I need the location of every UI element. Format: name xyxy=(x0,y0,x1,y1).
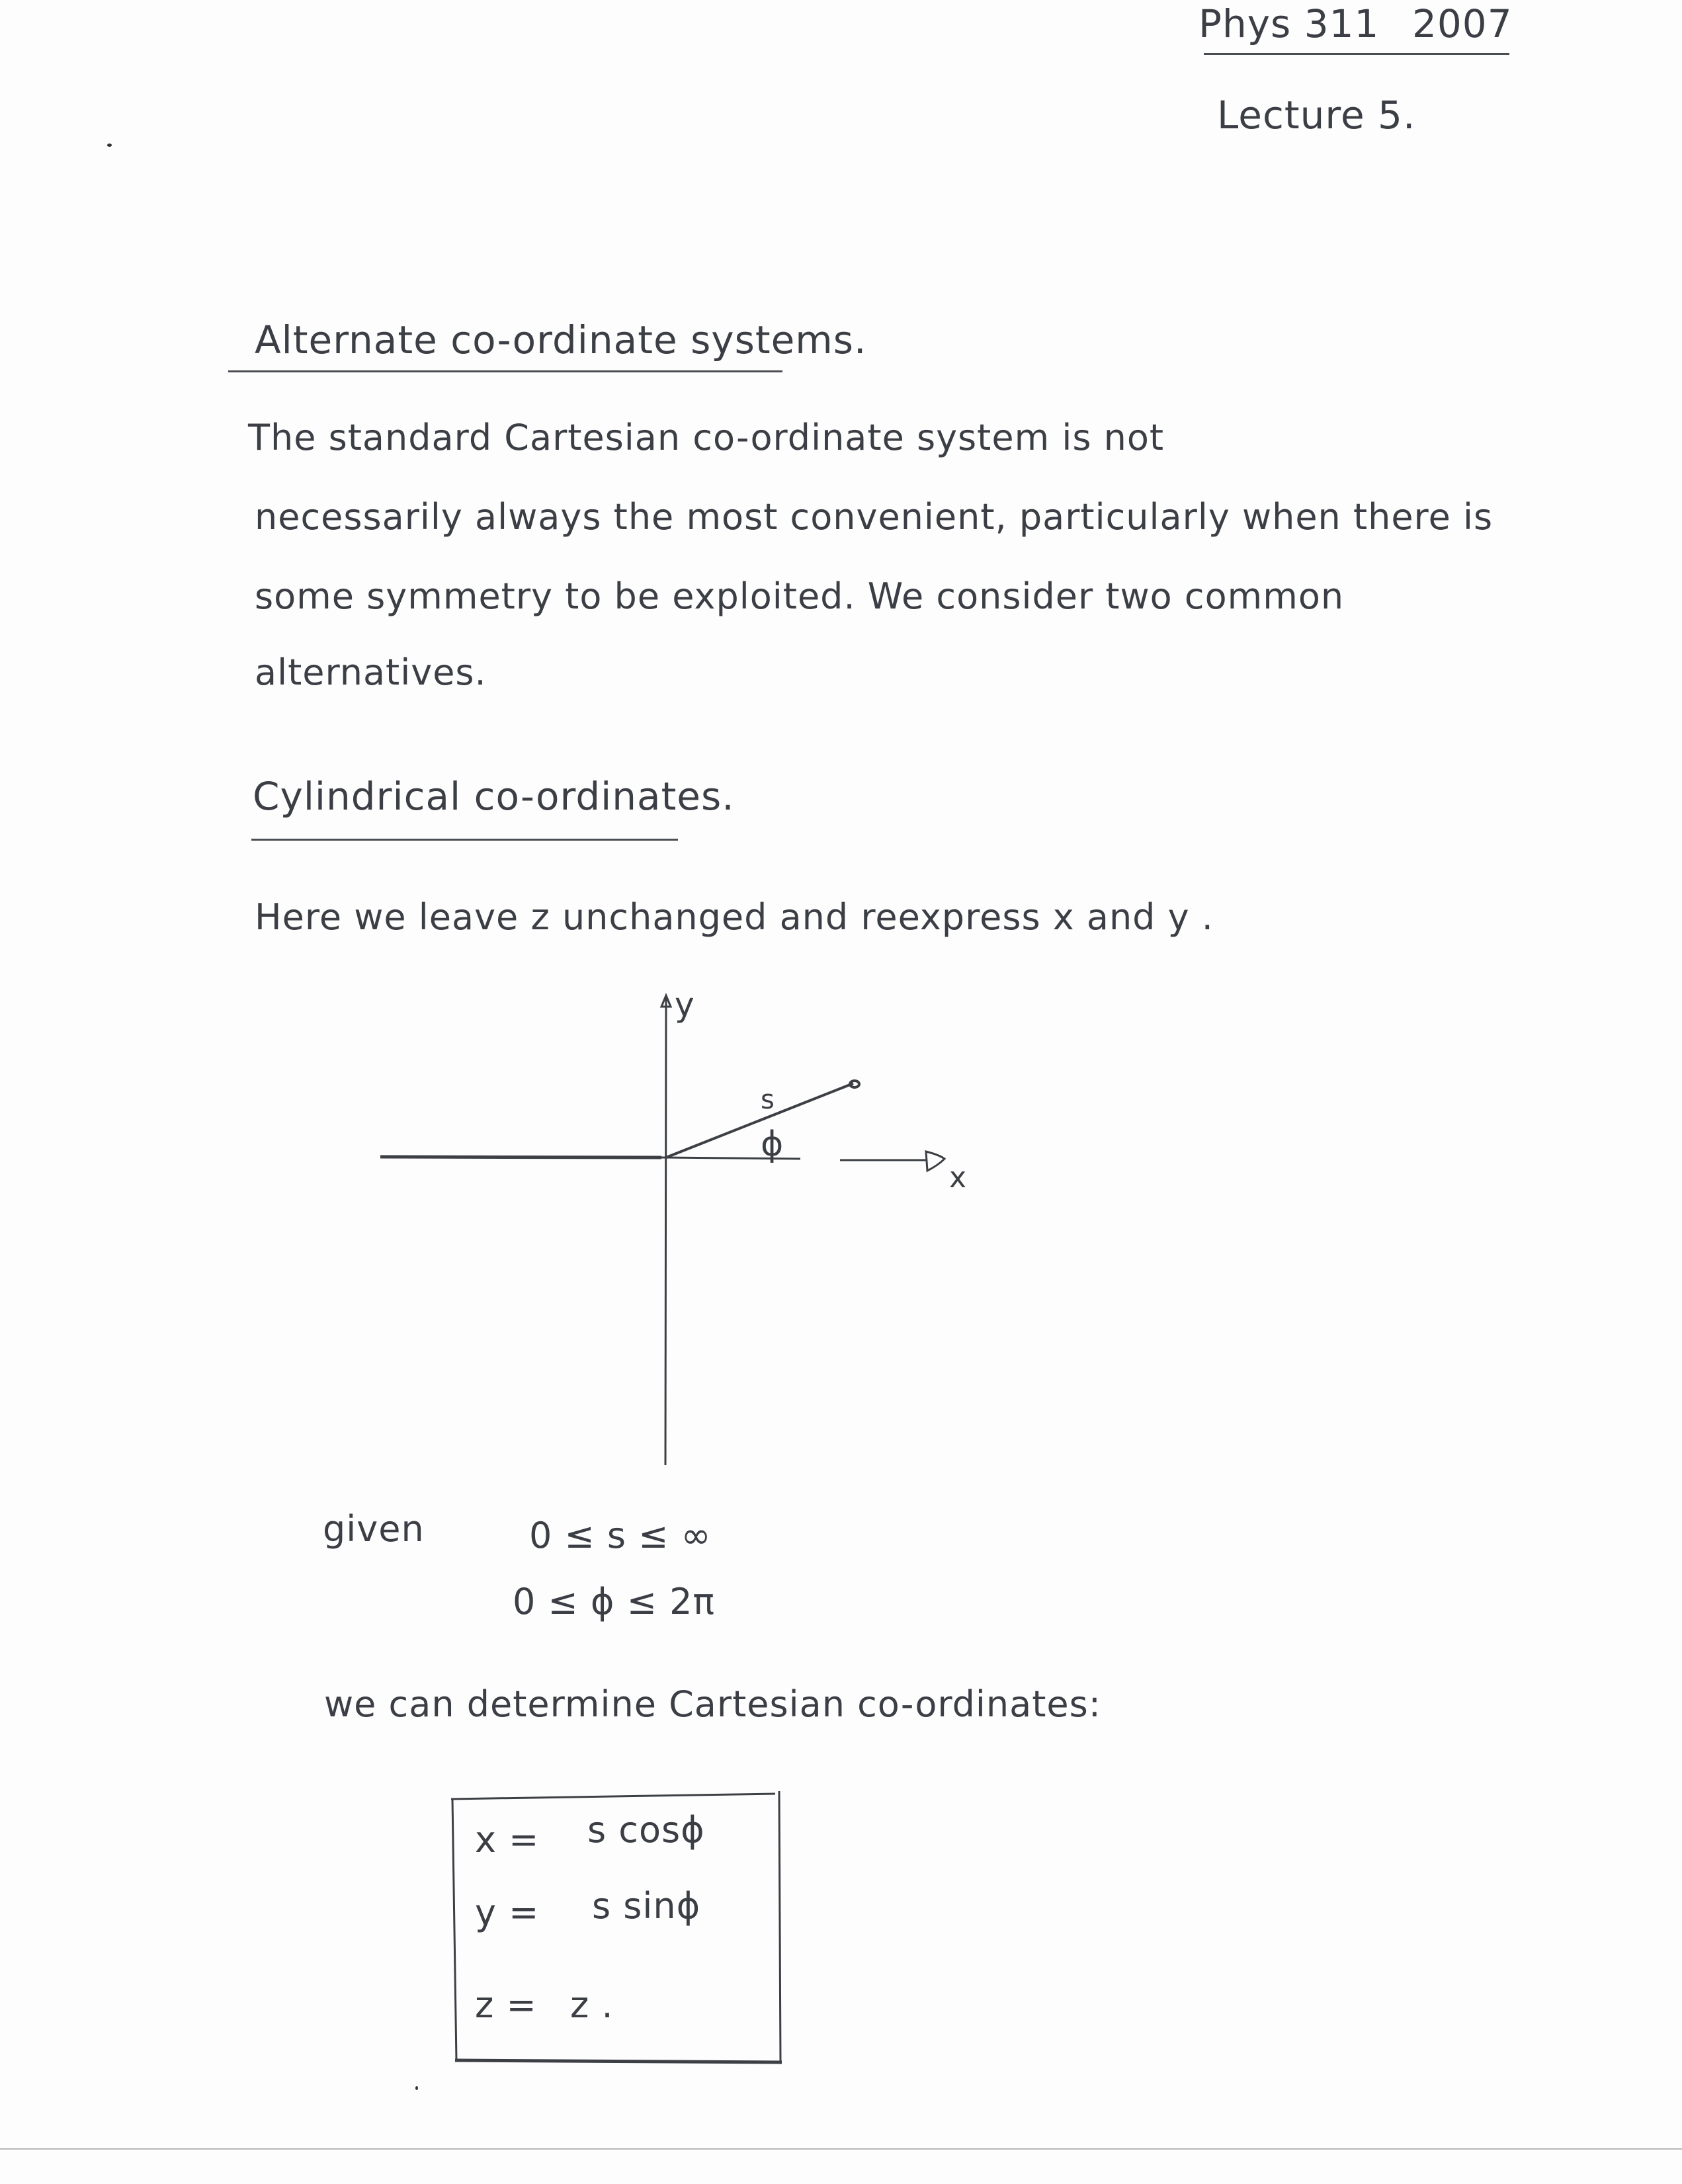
equation-y-rhs: s sinϕ xyxy=(592,1885,701,1927)
y-axis-label: y xyxy=(675,986,695,1024)
course-label: Phys 311 xyxy=(1198,1,1380,46)
paragraph-line-1: The standard Cartesian co-ordinate system is not xyxy=(248,417,1165,458)
equation-z-lhs: z = xyxy=(475,1984,537,2026)
equation-y-lhs: y = xyxy=(475,1892,540,1933)
year-label: 2007 xyxy=(1412,1,1513,46)
constraint-s: 0 ≤ s ≤ ∞ xyxy=(529,1515,712,1556)
scan-edge-line xyxy=(0,2148,1682,2150)
given-label: given xyxy=(323,1508,425,1550)
lecture-label: Lecture 5. xyxy=(1217,93,1416,138)
determine-line: we can determine Cartesian co-ordinates: xyxy=(324,1683,1101,1725)
angle-label: ϕ xyxy=(761,1124,784,1164)
equation-x-lhs: x = xyxy=(475,1819,540,1861)
equation-z-rhs: z . xyxy=(570,1984,614,2026)
x-axis-label: x xyxy=(949,1161,968,1195)
constraint-phi: 0 ≤ ϕ ≤ 2π xyxy=(513,1581,715,1622)
section-title-cylindrical: Cylindrical co-ordinates. xyxy=(253,774,735,819)
equation-x-rhs: s cosϕ xyxy=(587,1809,705,1851)
radius-label: s xyxy=(761,1085,775,1115)
paragraph-line-2: necessarily always the most convenient, particularly when there is xyxy=(255,496,1493,538)
paragraph-line-4: alternatives. xyxy=(255,651,487,693)
section-title-alternate-systems: Alternate co-ordinate systems. xyxy=(255,317,867,362)
intro-line: Here we leave z unchanged and reexpress x and y . xyxy=(255,896,1214,938)
paragraph-line-3: some symmetry to be exploited. We consider two common xyxy=(255,575,1345,617)
scan-speck xyxy=(415,2086,418,2090)
